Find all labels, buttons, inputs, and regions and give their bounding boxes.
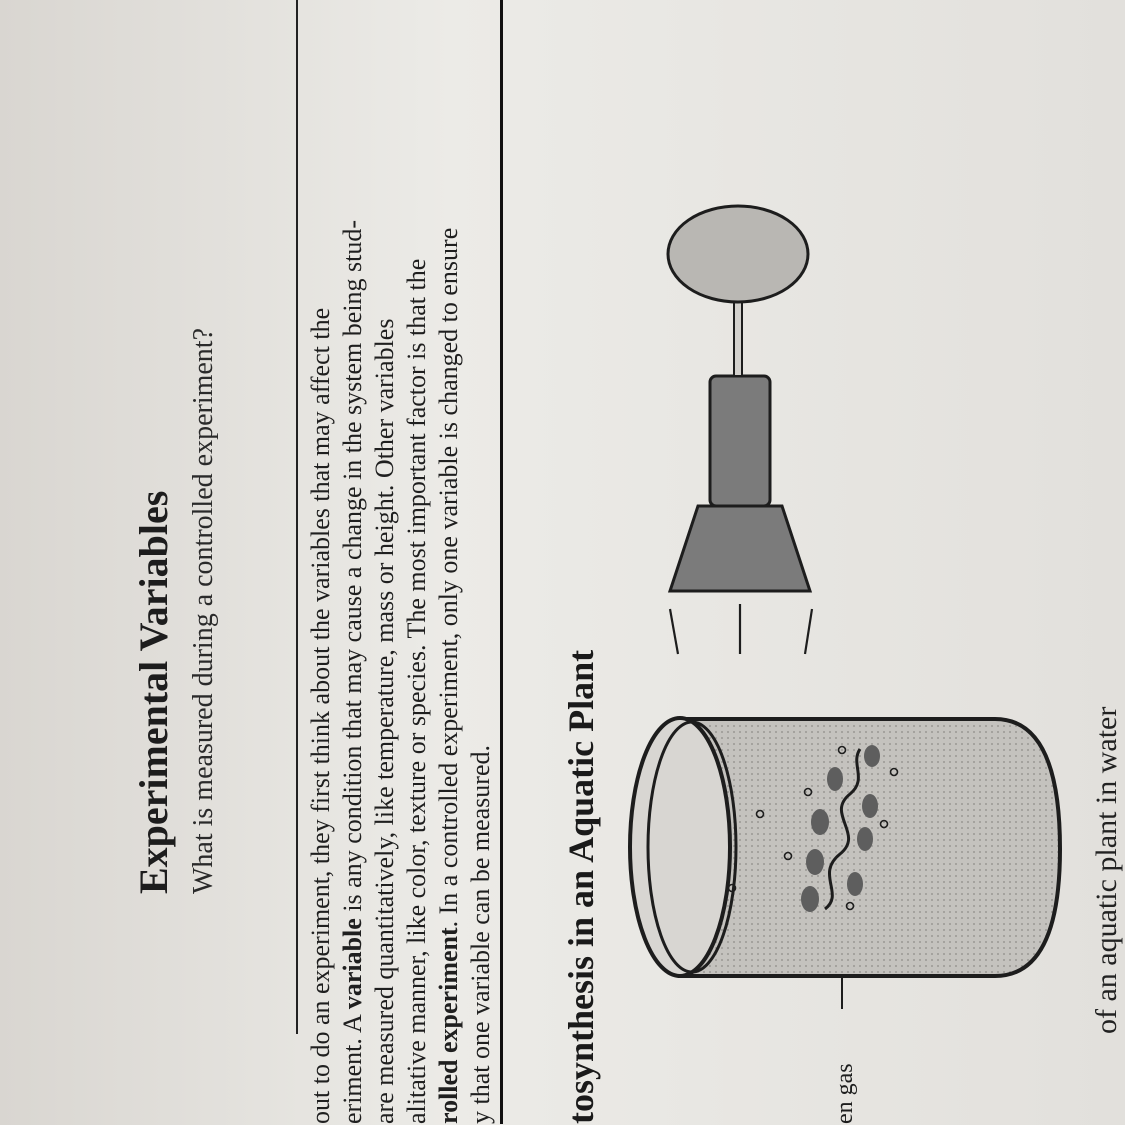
page-subtitle: What is measured during a controlled experiment? bbox=[188, 327, 219, 894]
oxygen-gas-label: en gas bbox=[832, 1063, 858, 1124]
term-variable: variable bbox=[338, 918, 367, 1010]
line-text: alitative manner, like color, texture or species. The most important factor is that the bbox=[402, 258, 431, 1124]
term-controlled-experiment: rolled experiment bbox=[434, 927, 463, 1124]
paragraph-line-2 bbox=[338, 220, 368, 1124]
line-text: eriment. A bbox=[338, 1009, 367, 1124]
paragraph-line-3 bbox=[370, 319, 400, 1124]
figure-caption: of an aquatic plant in water bbox=[1090, 706, 1123, 1034]
paragraph-line-6 bbox=[466, 745, 496, 1124]
top-rule bbox=[296, 0, 298, 1034]
aquatic-plant-illustration bbox=[600, 0, 1080, 1124]
paragraph-line-5 bbox=[434, 228, 464, 1124]
lamp bbox=[668, 206, 810, 591]
section-rule bbox=[500, 0, 503, 1124]
line-text-rest: is any condition that may cause a change in the system being stud- bbox=[338, 219, 367, 919]
line-text: are measured quantitatively, like temperature, mass or height. Other variables bbox=[370, 318, 399, 1124]
light-rays bbox=[670, 604, 812, 654]
page-title: Experimental Variables bbox=[131, 490, 176, 894]
paragraph-line-1 bbox=[306, 308, 336, 1124]
section-title: tosynthesis in an Aquatic Plant bbox=[561, 649, 601, 1124]
line-text: out to do an experiment, they first think about the variables that may affect the bbox=[306, 307, 335, 1124]
line-text-rest: . In a controlled experiment, only one variable is changed to ensure bbox=[434, 227, 463, 928]
line-text: y that one variable can be measured. bbox=[466, 745, 495, 1124]
paragraph-line-4 bbox=[402, 259, 432, 1124]
